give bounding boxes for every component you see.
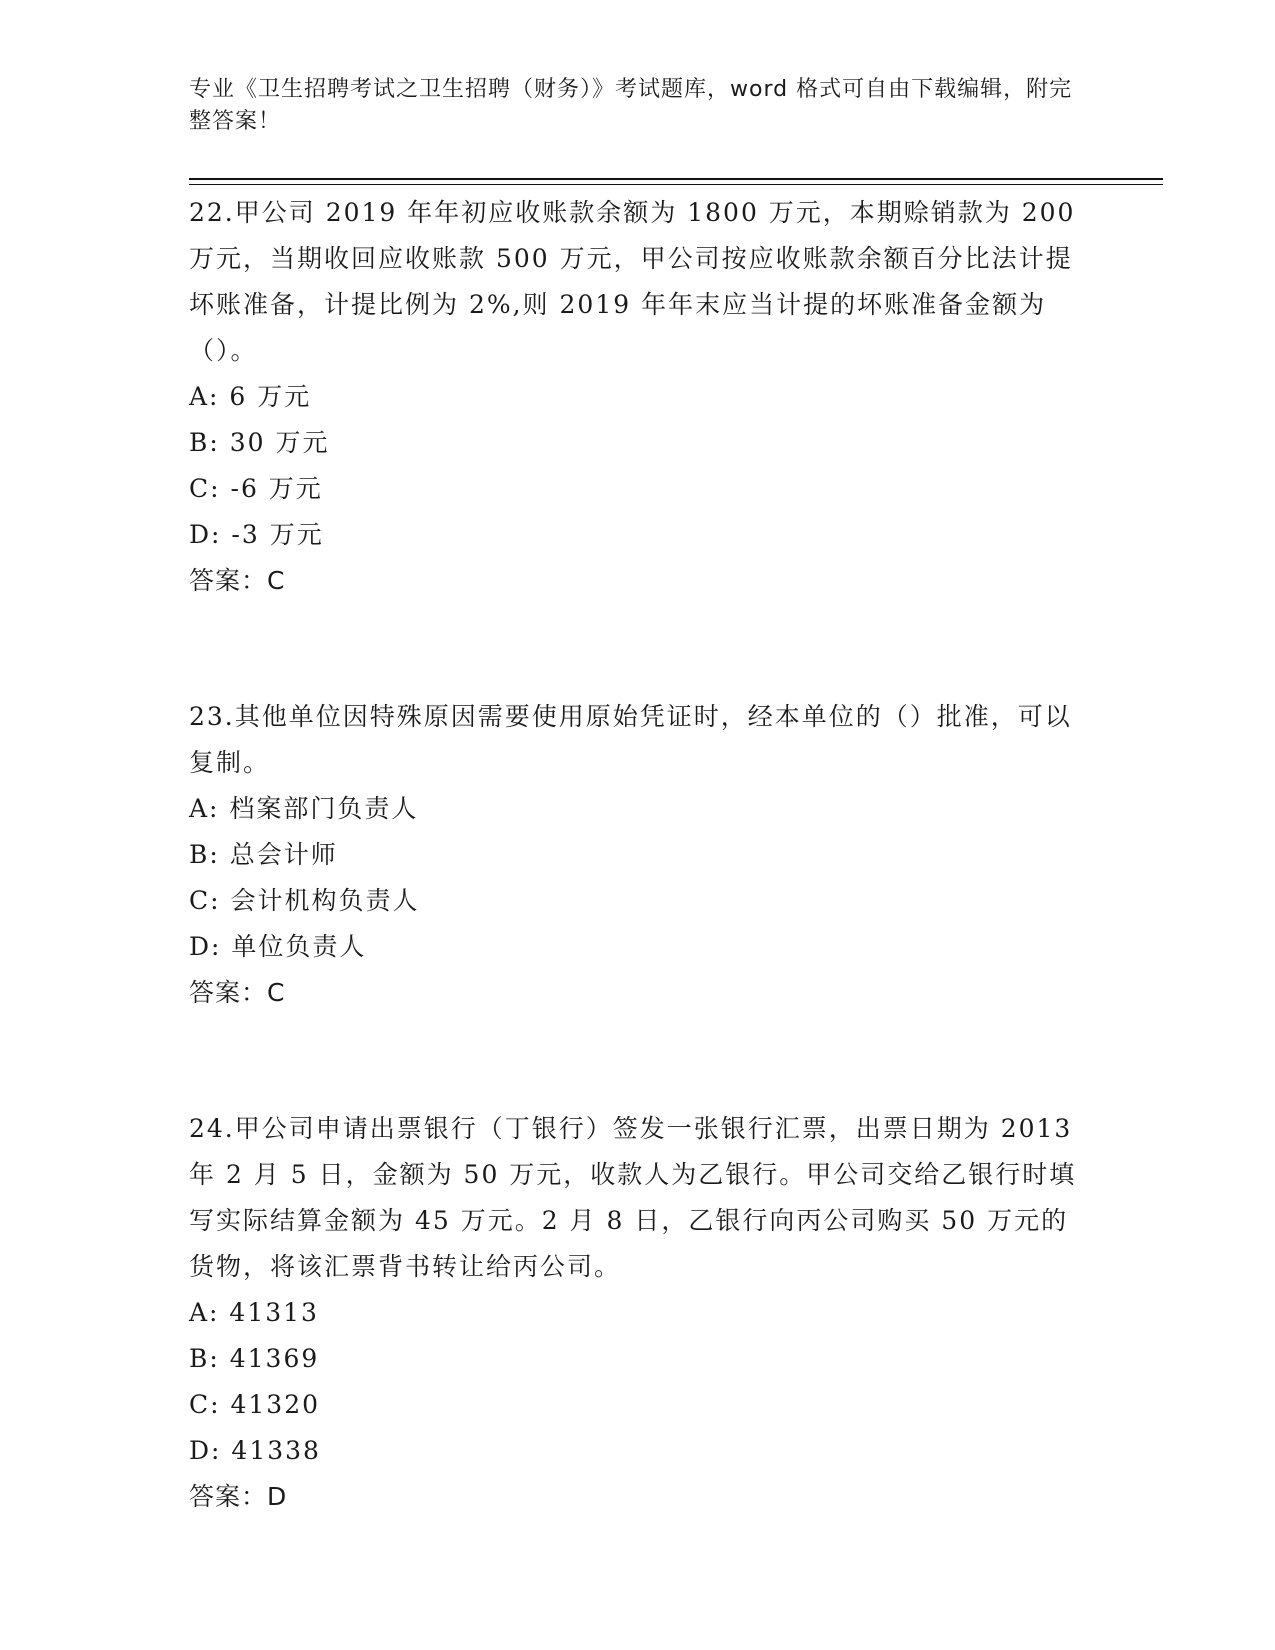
option-b: B: 30 万元 xyxy=(189,428,330,457)
question-text: 24.甲公司申请出票银行（丁银行）签发一张银行汇票，出票日期为 2013 年 2 月 5 日，金额为 50 万元，收款人为乙银行。甲公司交给乙银行时填写实际结算金额为 45 万元。2 月 8 日，乙银行向丙公司购买 50 万元的货物，将该汇票背书转让给丙公司。 xyxy=(189,1114,1077,1281)
option-c: C: 41320 xyxy=(189,1390,321,1419)
option-a: A: 6 万元 xyxy=(189,382,312,411)
question-list xyxy=(189,190,1089,1520)
question-24 xyxy=(189,1106,1089,1520)
option-b: B: 总会计师 xyxy=(189,840,338,869)
answer-line: 答案：C xyxy=(189,566,286,595)
answer-line: 答案：C xyxy=(189,978,286,1007)
question-spacer xyxy=(189,1016,1089,1106)
option-a: A: 档案部门负责人 xyxy=(189,794,419,823)
header-title: 专业《卫生招聘考试之卫生招聘（财务）》考试题库，word 格式可自由下载编辑，附完整答案！ xyxy=(189,77,1073,134)
question-text: 22.甲公司 2019 年年初应收账款余额为 1800 万元，本期赊销款为 200 万元，当期收回应收账款 500 万元，甲公司按应收账款余额百分比法计提坏账准备，计提比例为 2%,则 2019 年年末应当计提的坏账准备金额为（）。 xyxy=(189,198,1076,365)
option-c: C: 会计机构负责人 xyxy=(189,886,420,915)
option-d: D: 41338 xyxy=(189,1436,321,1465)
header-divider-thick xyxy=(189,178,1163,180)
option-b: B: 41369 xyxy=(189,1344,320,1373)
document-header xyxy=(189,74,1079,138)
option-d: D: 单位负责人 xyxy=(189,932,367,961)
answer-line: 答案：D xyxy=(189,1482,288,1511)
question-22 xyxy=(189,190,1089,604)
question-spacer xyxy=(189,604,1089,694)
option-a: A: 41313 xyxy=(189,1298,319,1327)
header-divider-thin xyxy=(189,184,1163,185)
question-23 xyxy=(189,694,1089,1016)
question-text: 23.其他单位因特殊原因需要使用原始凭证时，经本单位的（）批准，可以复制。 xyxy=(189,702,1072,777)
option-d: D: -3 万元 xyxy=(189,520,324,549)
option-c: C: -6 万元 xyxy=(189,474,323,503)
